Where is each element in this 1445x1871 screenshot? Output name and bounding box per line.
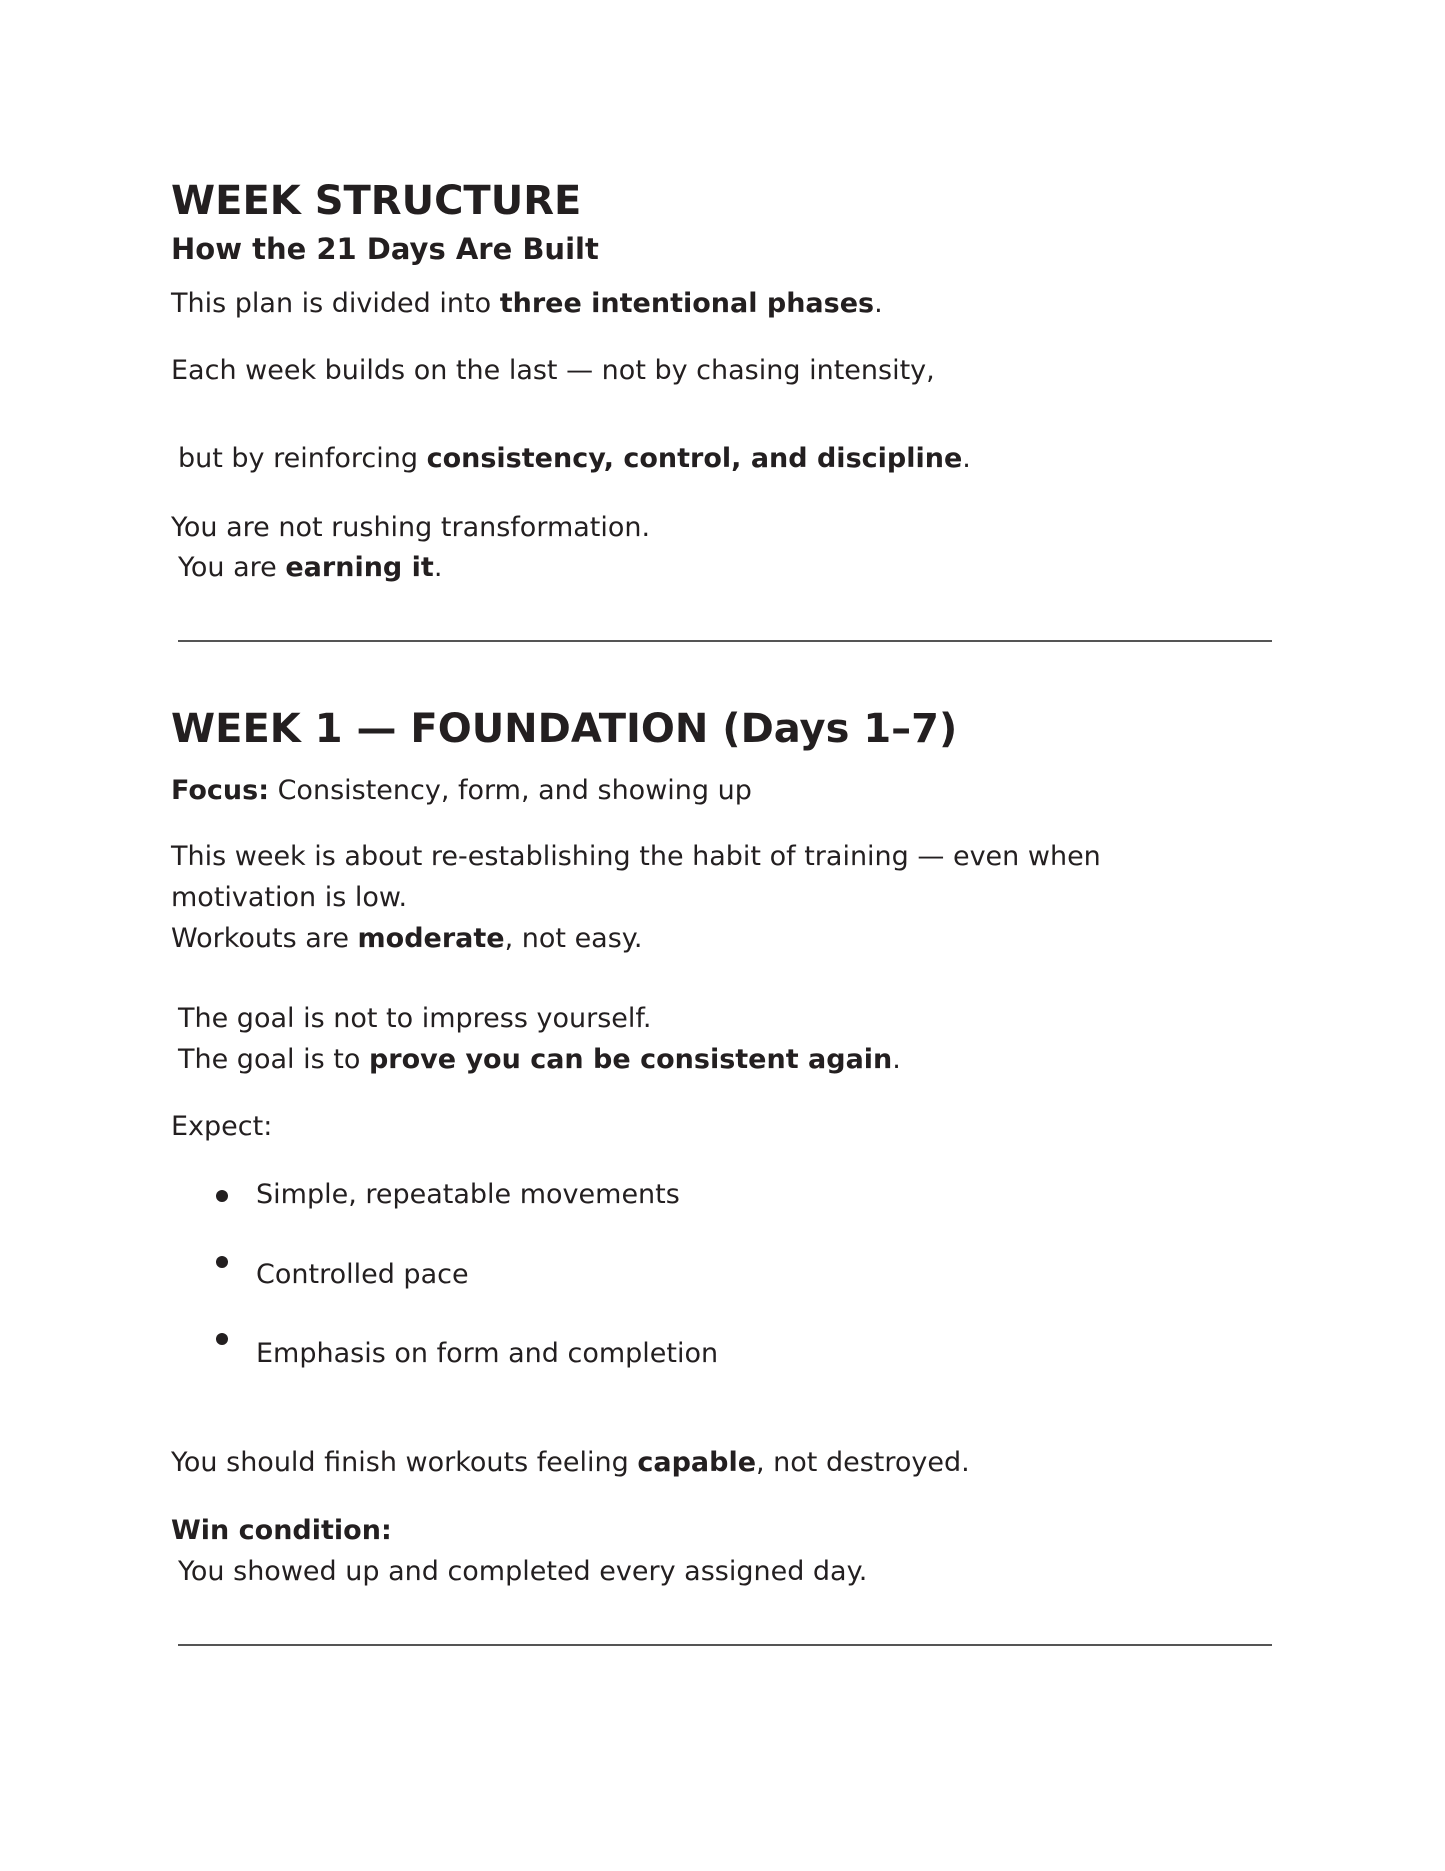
bold-text: capable — [637, 1447, 757, 1478]
paragraph-habit-line2: motivation is low. — [171, 882, 408, 913]
text: but by reinforcing — [178, 443, 427, 474]
paragraph-moderate — [171, 918, 643, 959]
focus-line — [171, 770, 752, 811]
bullet-icon — [216, 1190, 228, 1202]
divider — [178, 640, 1272, 642]
text: Workouts are — [171, 923, 358, 954]
bold-text: Win condition: — [171, 1515, 392, 1546]
text: You should finish workouts feeling — [171, 1447, 638, 1478]
paragraph-habit-line1: This week is about re-establishing the habit of training — even when — [171, 841, 1101, 872]
win-condition-label — [171, 1510, 392, 1551]
section-subtitle: How the 21 Days Are Built — [171, 232, 599, 266]
bullet-icon — [216, 1333, 228, 1345]
text: . — [892, 1044, 901, 1075]
text: , not easy. — [504, 923, 643, 954]
paragraph-reinforcing — [178, 438, 971, 479]
paragraph-builds: Each week builds on the last — not by chasing intensity, — [171, 355, 935, 386]
bold-text: three intentional phases — [499, 288, 875, 319]
list-item: Emphasis on form and completion — [256, 1338, 719, 1369]
win-condition-text: You showed up and completed every assigned day. — [178, 1556, 868, 1587]
focus-label: Focus: — [171, 775, 269, 806]
text: The goal is to — [178, 1044, 369, 1075]
divider — [178, 1644, 1272, 1646]
bold-text: earning it — [285, 552, 434, 583]
paragraph-earning — [178, 547, 442, 588]
bold-text: moderate — [357, 923, 505, 954]
section-title-week-1: WEEK 1 — FOUNDATION (Days 1–7) — [171, 706, 958, 752]
text: . — [962, 443, 971, 474]
focus-text: Consistency, form, and showing up — [269, 775, 752, 806]
text: , not destroyed. — [756, 1447, 970, 1478]
paragraph-not-rushing: You are not rushing transformation. — [171, 512, 651, 543]
text: . — [433, 552, 443, 583]
section-title-week-structure: WEEK STRUCTURE — [171, 178, 582, 224]
paragraph-capable — [171, 1442, 970, 1483]
text: This plan is divided into — [171, 288, 500, 319]
list-item: Controlled pace — [256, 1259, 469, 1290]
list-item: Simple, repeatable movements — [256, 1179, 680, 1210]
bullet-icon — [216, 1256, 228, 1268]
expect-label: Expect: — [171, 1111, 273, 1142]
text: . — [874, 288, 883, 319]
bold-text: prove you can be consistent again — [368, 1044, 893, 1075]
text: You are — [178, 552, 286, 583]
paragraph-phases — [171, 283, 883, 324]
paragraph-goal-consistent — [178, 1039, 901, 1080]
paragraph-goal-impress: The goal is not to impress yourself. — [178, 1003, 652, 1034]
bold-text: consistency, control, and discipline — [426, 443, 963, 474]
